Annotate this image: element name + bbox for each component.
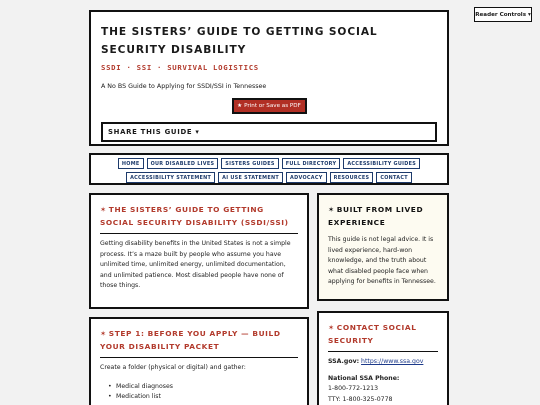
print-pdf-button[interactable] xyxy=(232,98,307,114)
divider xyxy=(100,233,298,234)
nav-link-ai-use-statement[interactable]: AI USE STATEMENT xyxy=(218,172,283,183)
nav-link-contact[interactable]: CONTACT xyxy=(376,172,412,183)
nav-link-accessibility-guides[interactable]: ACCESSIBILITY GUIDES xyxy=(343,158,420,169)
step1-card xyxy=(89,317,309,405)
lived-experience-title xyxy=(328,203,438,229)
star-icon: ✶ xyxy=(328,323,335,332)
ssa-phone: 1-800-772-1213 xyxy=(328,385,379,392)
ssa-phone-label: National SSA Phone: xyxy=(328,374,400,382)
divider xyxy=(328,351,438,352)
nav-link-our-disabled-lives[interactable]: OUR DISABLED LIVES xyxy=(147,158,219,169)
print-pdf-label: Print or Save as PDF xyxy=(244,103,301,109)
site-title: THE SISTERS’ GUIDE TO GETTING SOCIAL SECURITY DISABILITY xyxy=(101,26,378,56)
step1-card-title-text: STEP 1: BEFORE YOU APPLY — BUILD YOUR DISABILITY PACKET xyxy=(100,329,281,351)
star-icon: ✶ xyxy=(100,329,107,338)
contact-ssa-card xyxy=(317,311,449,405)
reader-controls-button[interactable]: Reader Controls ▾ xyxy=(474,7,532,22)
star-icon: ★ xyxy=(237,103,243,109)
ssa-website-label: SSA.gov: xyxy=(328,358,360,365)
star-icon: ✶ xyxy=(100,205,107,214)
nav-link-home[interactable]: HOME xyxy=(118,158,144,169)
lived-experience-title-text: BUILT FROM LIVED EXPERIENCE xyxy=(328,205,424,227)
nav-link-advocacy[interactable]: ADVOCACY xyxy=(286,172,327,183)
nav-link-resources[interactable]: RESOURCES xyxy=(330,172,374,183)
intro-card-body: Getting disability benefits in the United States is not a simple process. It’s a maze built by people who assume you have unlimited time, unlimited energy, unlimited documentation, and unlimited patience. Most disabled people have none of those things. xyxy=(100,240,291,289)
contact-ssa-title-text: CONTACT SOCIAL SECURITY xyxy=(328,323,417,345)
ssa-website-link[interactable]: https://www.ssa.gov xyxy=(361,358,424,365)
lived-experience-card xyxy=(317,193,449,301)
intro-card-title-text: THE SISTERS’ GUIDE TO GETTING SOCIAL SECURITY DISABILITY (SSDI/SSI) xyxy=(100,205,289,227)
site-tagline: A No BS Guide to Applying for SSDI/SSI in Tennessee xyxy=(101,83,267,90)
intro-card-title xyxy=(100,203,298,229)
star-icon: ✶ xyxy=(328,205,335,214)
ssa-tty: TTY: 1-800-325-0778 xyxy=(328,395,393,403)
list-item: • Medication list xyxy=(116,392,298,403)
main-nav xyxy=(89,153,449,185)
site-header xyxy=(89,10,449,146)
share-guide-label: SHARE THIS GUIDE ▾ xyxy=(108,128,200,136)
step1-list xyxy=(100,382,298,403)
contact-ssa-title xyxy=(328,321,438,347)
nav-link-sisters-guides[interactable]: SISTERS GUIDES xyxy=(221,158,278,169)
step1-card-title xyxy=(100,327,298,353)
nav-link-accessibility-statement[interactable]: ACCESSIBILITY STATEMENT xyxy=(126,172,215,183)
divider xyxy=(100,357,298,358)
intro-card xyxy=(89,193,309,309)
nav-link-full-directory[interactable]: FULL DIRECTORY xyxy=(282,158,341,169)
list-item: • Medical diagnoses xyxy=(116,382,298,393)
step1-card-body: Create a folder (physical or digital) and gather: xyxy=(100,364,246,371)
site-tags: SSDI · SSI · SURVIVAL LOGISTICS xyxy=(101,63,259,72)
share-guide-toggle[interactable] xyxy=(101,122,437,142)
ssa-website-row xyxy=(328,357,438,368)
lived-experience-body: This guide is not legal advice. It is lived experience, hard-won knowledge, and the truth about what disabled people face when applying for benefits in Tennessee. xyxy=(328,236,436,285)
